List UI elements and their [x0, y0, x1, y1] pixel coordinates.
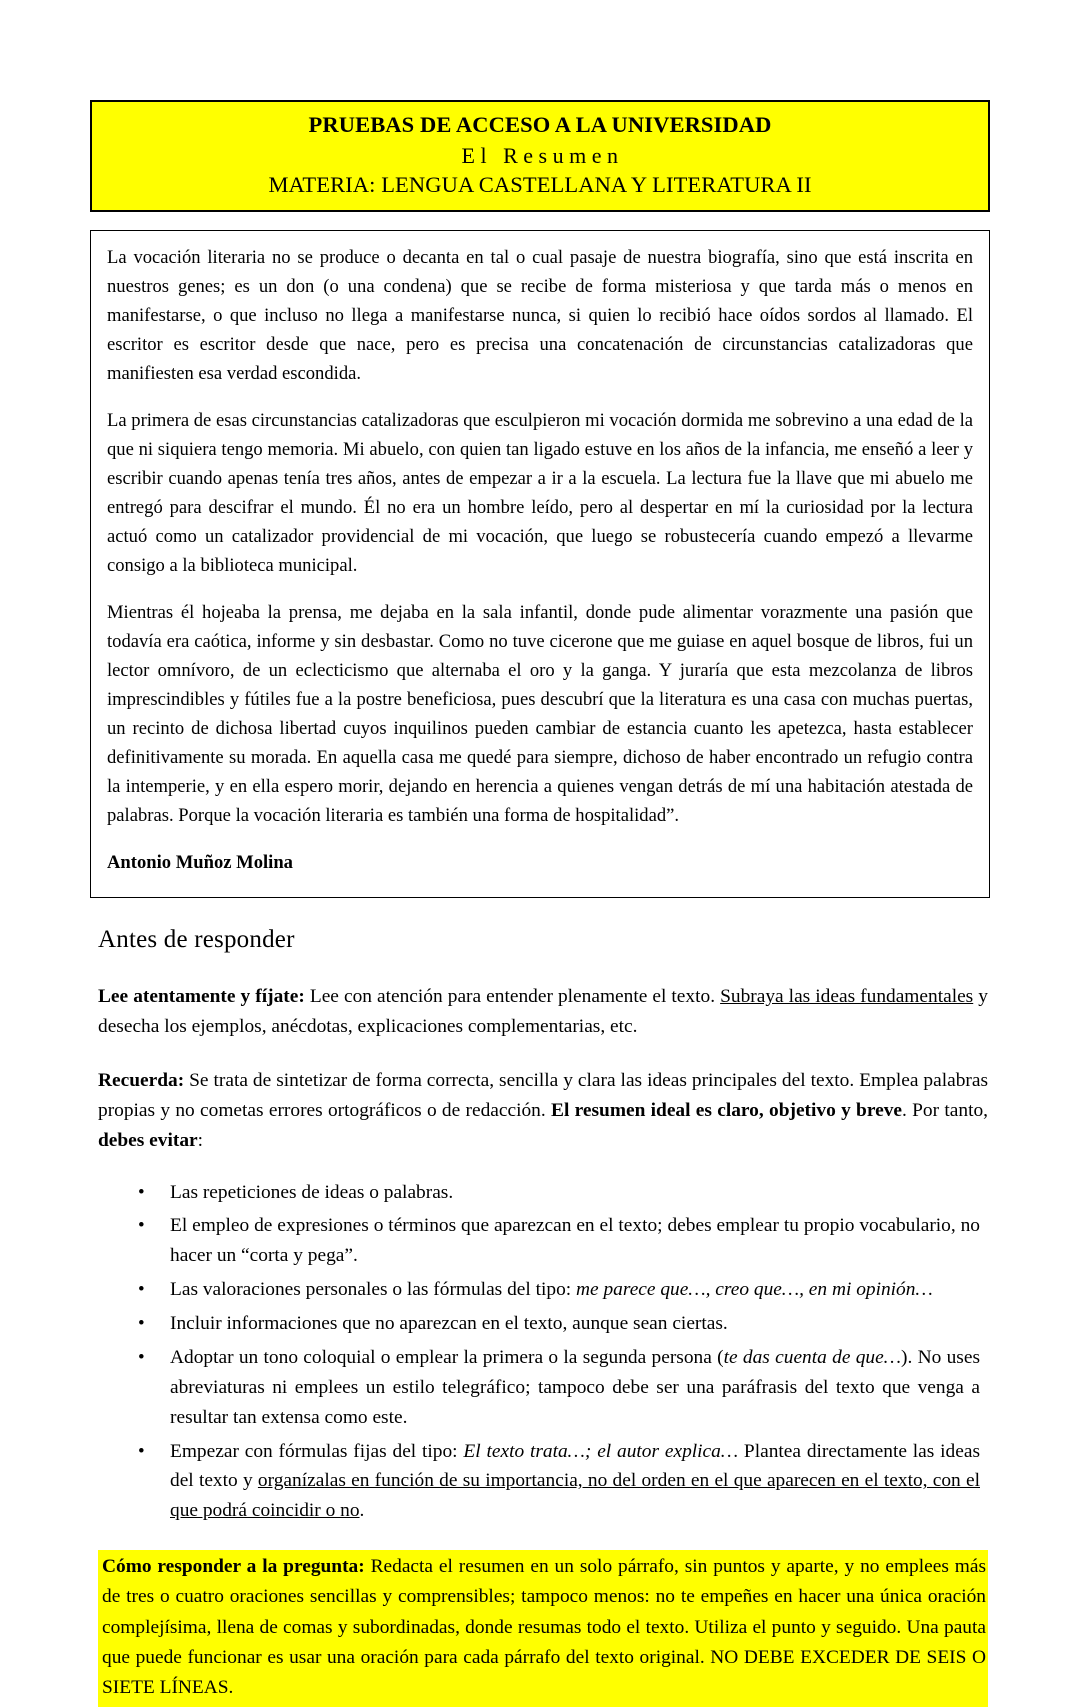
advice-recuerda-text-3: :	[197, 1129, 204, 1151]
quote-paragraph-3: Mientras él hojeaba la prensa, me dejaba en la sala infantil, donde pude alimentar vorazmente una pasión que todavía era caótica, informe y sin desbastar. Como no tuve cicerone que me guiase en aquel bosque de libros, fui un lector omnívoro, de un eclecticismo que alternaba el oro y la ganga. Y juraría que esta mezcolanza de libros imprescindibles y fútiles fue a la postre beneficiosa, pues descubrí que la literatura es una casa con muchas puertas, un recinto de dichosa libertad cuyos inquilinos pueden cambiar de estancia cuanto les apetezca, hasta establecer definitivamente su morada. En aquella casa me quedé para siempre, dichoso de haber encontrado un refugio contra la intemperie, y en ella espero morir, dejando en herencia a quienes vengan detrás de mí una habitación atestada de palabras. Porque la vocación literaria es también una forma de hospitalidad”.	[107, 601, 973, 826]
list-item	[90, 1178, 980, 1208]
section-heading-antes-de-responder: Antes de responder	[98, 925, 295, 953]
list-item-underlined: organízalas en función de su importancia, no del orden en el que aparecen en el texto, con el que podrá coincidir o no	[170, 1470, 980, 1522]
final-instruction-block	[98, 1550, 988, 1706]
list-item-text-mid: Plantea directamente las ideas del texto y	[170, 1440, 980, 1492]
advice-lee-text-1: Lee con atención para entender plenamente el texto.	[304, 986, 721, 1008]
final-instruction-text: Redacta el resumen en un solo párrafo, sin puntos y aparte, y no emplees más de tres o cuatro oraciones sencillas y comprensibles; tampoco menos: no te empeñes en hacer una única oración complejísima, llena de comas y subordinadas, donde resumas todo el texto. Utiliza el punto y seguido. Una pauta que puede funcionar es usar una oración para cada párrafo del texto original. NO DEBE EXCEDER DE SEIS O SIETE LÍNEAS.	[102, 1556, 986, 1699]
avoid-list	[90, 1178, 990, 1527]
advice-paragraph-recuerda	[98, 1066, 988, 1156]
list-item-italic: te das cuenta de que…	[723, 1346, 901, 1368]
bullet-icon: •	[138, 1313, 145, 1335]
list-item-text: Empezar con fórmulas fijas del tipo:	[170, 1440, 464, 1462]
bullet-icon: •	[138, 1279, 145, 1301]
quote-paragraph-1: La vocación literaria no se produce o decanta en tal o cual pasaje de nuestra biografía, sino que está inscrita en nuestros genes; es un don (o una condena) que se recibe de forma misteriosa y que tarda más o menos en manifestarse, o que incluso no llega a manifestarse nunca, si quien lo recibió hace oídos sordos al llamado. El escritor es escritor desde que nace, pero es precisa una concatenación de circunstancias catalizadoras que manifiesten esa verdad escondida.	[107, 246, 973, 384]
quoted-text-box	[90, 230, 990, 898]
document-content	[90, 100, 990, 1707]
list-item-text: Las repeticiones de ideas o palabras.	[170, 1181, 454, 1203]
bullet-icon: •	[138, 1215, 145, 1237]
exam-subject: MATERIA: LENGUA CASTELLANA Y LITERATURA II	[268, 171, 812, 197]
bullet-icon: •	[138, 1440, 145, 1462]
exam-header-box	[90, 100, 990, 212]
advice-recuerda-text-2: . Por tanto,	[902, 1099, 988, 1121]
list-item	[90, 1437, 980, 1527]
bullet-icon: •	[138, 1346, 145, 1368]
quote-author: Antonio Muñoz Molina	[107, 851, 293, 873]
list-item-italic: me parece que…, creo que…, en mi opinión…	[576, 1279, 933, 1301]
list-item	[90, 1211, 980, 1271]
list-item-text-after: ). No uses abreviaturas ni emplees un estilo telegráfico; tampoco debe ser una paráfrasis del texto que venga a resultar tan extensa como este.	[170, 1346, 980, 1428]
advice-recuerda-text-1: Se trata de sintetizar de forma correcta, sencilla y clara las ideas principales del texto. Emplea palabras propias y no cometas errores ortográficos o de redacción.	[98, 1069, 988, 1121]
final-instruction-label: Cómo responder a la pregunta:	[102, 1556, 365, 1578]
advice-recuerda-bold-2: debes evitar	[98, 1129, 198, 1151]
advice-lee-underlined: Subraya las ideas fundamentales	[720, 986, 974, 1008]
list-item-italic: El texto trata…; el autor explica…	[463, 1440, 739, 1462]
advice-recuerda-bold-1: El resumen ideal es claro, objetivo y breve	[551, 1099, 903, 1121]
list-item-text: Adoptar un tono coloquial o emplear la primera o la segunda persona (	[170, 1346, 724, 1368]
list-item	[90, 1309, 980, 1339]
advice-lee-text-2: y desecha los ejemplos, anécdotas, explicaciones complementarias, etc.	[98, 986, 988, 1038]
list-item-text: El empleo de expresiones o términos que aparezcan en el texto; debes emplear tu propio vocabulario, no hacer un “corta y pega”.	[170, 1215, 980, 1267]
list-item	[90, 1275, 980, 1305]
advice-paragraph-lee	[98, 982, 988, 1042]
quote-paragraph-2: La primera de esas circunstancias catalizadoras que esculpieron mi vocación dormida me sobrevino a una edad de la que ni siquiera tengo memoria. Mi abuelo, con quien tan ligado estuve en los años de la infancia, me enseñó a leer y escribir cuando apenas tenía tres años, antes de empezar a ir a la escuela. La lectura fue la llave que mi abuelo me entregó para descifrar el mundo. Él no era un hombre leído, pero al despertar en mí la curiosidad por la lectura actuó como un catalizador providencial de mi vocación, que luego se robustecería cuando empezó a llevarme consigo a la biblioteca municipal.	[107, 409, 973, 576]
exam-title: PRUEBAS DE ACCESO A LA UNIVERSIDAD	[308, 112, 772, 137]
advice-label-lee: Lee atentamente y fíjate:	[98, 986, 305, 1008]
exam-subtitle: El Resumen	[461, 142, 624, 168]
bullet-icon: •	[138, 1181, 145, 1203]
list-item	[90, 1343, 980, 1433]
list-item-text: Incluir informaciones que no aparezcan en el texto, aunque sean ciertas.	[170, 1313, 728, 1335]
list-item-text-after: .	[359, 1500, 365, 1522]
advice-label-recuerda: Recuerda:	[98, 1069, 185, 1091]
list-item-text: Las valoraciones personales o las fórmulas del tipo:	[170, 1279, 577, 1301]
